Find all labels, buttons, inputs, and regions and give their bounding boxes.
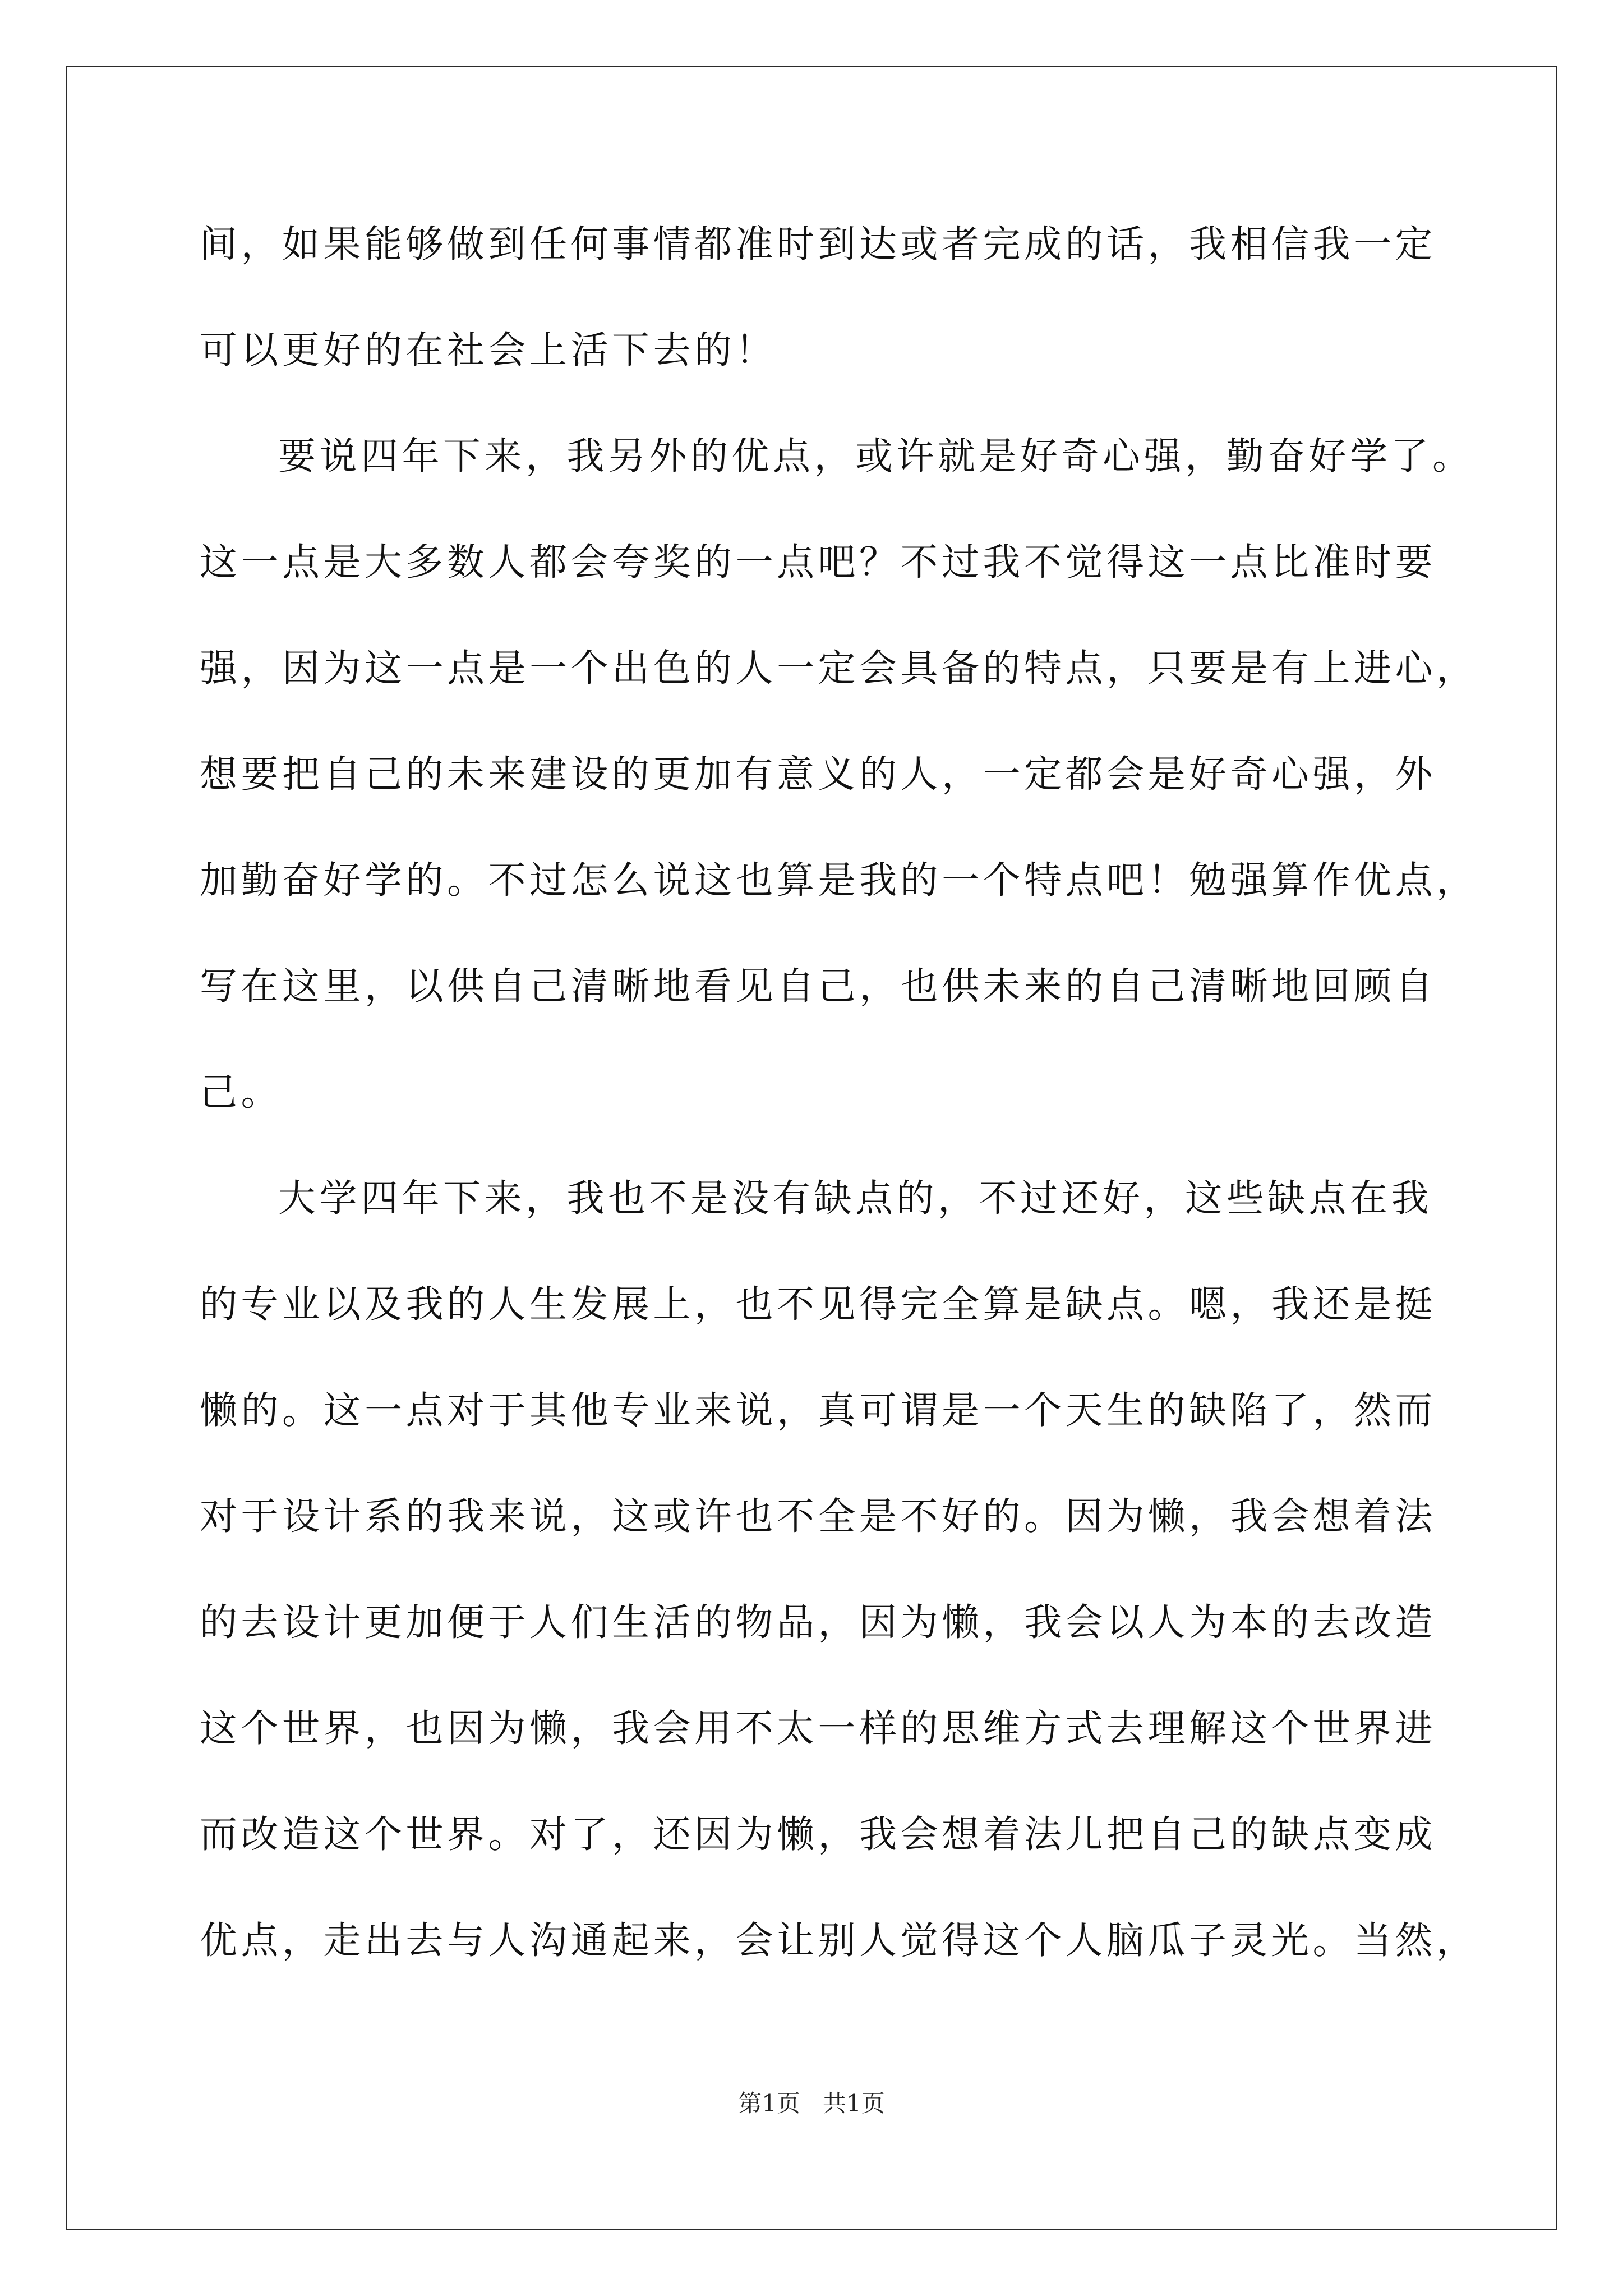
page-footer <box>0 2090 1623 2118</box>
page-total: 共1页 <box>823 2090 885 2117</box>
text-line: 己。 <box>200 1070 282 1114</box>
text-line: 想要把自己的未来建设的更加有意义的人，一定都会是好奇心强，外 <box>200 752 1436 796</box>
document-body <box>200 219 1478 2021</box>
text-line: 间，如果能够做到任何事情都准时到达或者完成的话，我相信我一定 <box>200 222 1436 266</box>
text-line: 懒的。这一点对于其他专业来说，真可谓是一个天生的缺陷了，然而 <box>200 1388 1436 1432</box>
text-line: 可以更好的在社会上活下去的！ <box>200 328 777 372</box>
text-line: 这个世界，也因为懒，我会用不太一样的思维方式去理解这个世界进 <box>200 1706 1436 1750</box>
text-line: 这一点是大多数人都会夸奖的一点吧？不过我不觉得这一点比准时要 <box>200 540 1436 584</box>
page-number: 第1页 <box>738 2090 800 2117</box>
text-line: 强，因为这一点是一个出色的人一定会具备的特点，只要是有上进心， <box>200 646 1478 690</box>
text-line: 的去设计更加便于人们生活的物品，因为懒，我会以人为本的去改造 <box>200 1600 1436 1644</box>
text-line: 加勤奋好学的。不过怎么说这也算是我的一个特点吧！勉强算作优点， <box>200 858 1478 902</box>
text-line: 的专业以及我的人生发展上，也不见得完全算是缺点。嗯，我还是挺 <box>200 1282 1436 1326</box>
text-line: 优点，走出去与人沟通起来，会让别人觉得这个人脑瓜子灵光。当然， <box>200 1918 1478 1962</box>
text-line: 写在这里，以供自己清晰地看见自己，也供未来的自己清晰地回顾自 <box>200 964 1436 1008</box>
text-line: 要说四年下来，我另外的优点，或许就是好奇心强，勤奋好学了。 <box>278 434 1474 478</box>
text-line: 对于设计系的我来说，这或许也不全是不好的。因为懒，我会想着法 <box>200 1494 1436 1538</box>
text-line: 大学四年下来，我也不是没有缺点的，不过还好，这些缺点在我 <box>278 1176 1432 1220</box>
text-line: 而改造这个世界。对了，还因为懒，我会想着法儿把自己的缺点变成 <box>200 1812 1436 1856</box>
